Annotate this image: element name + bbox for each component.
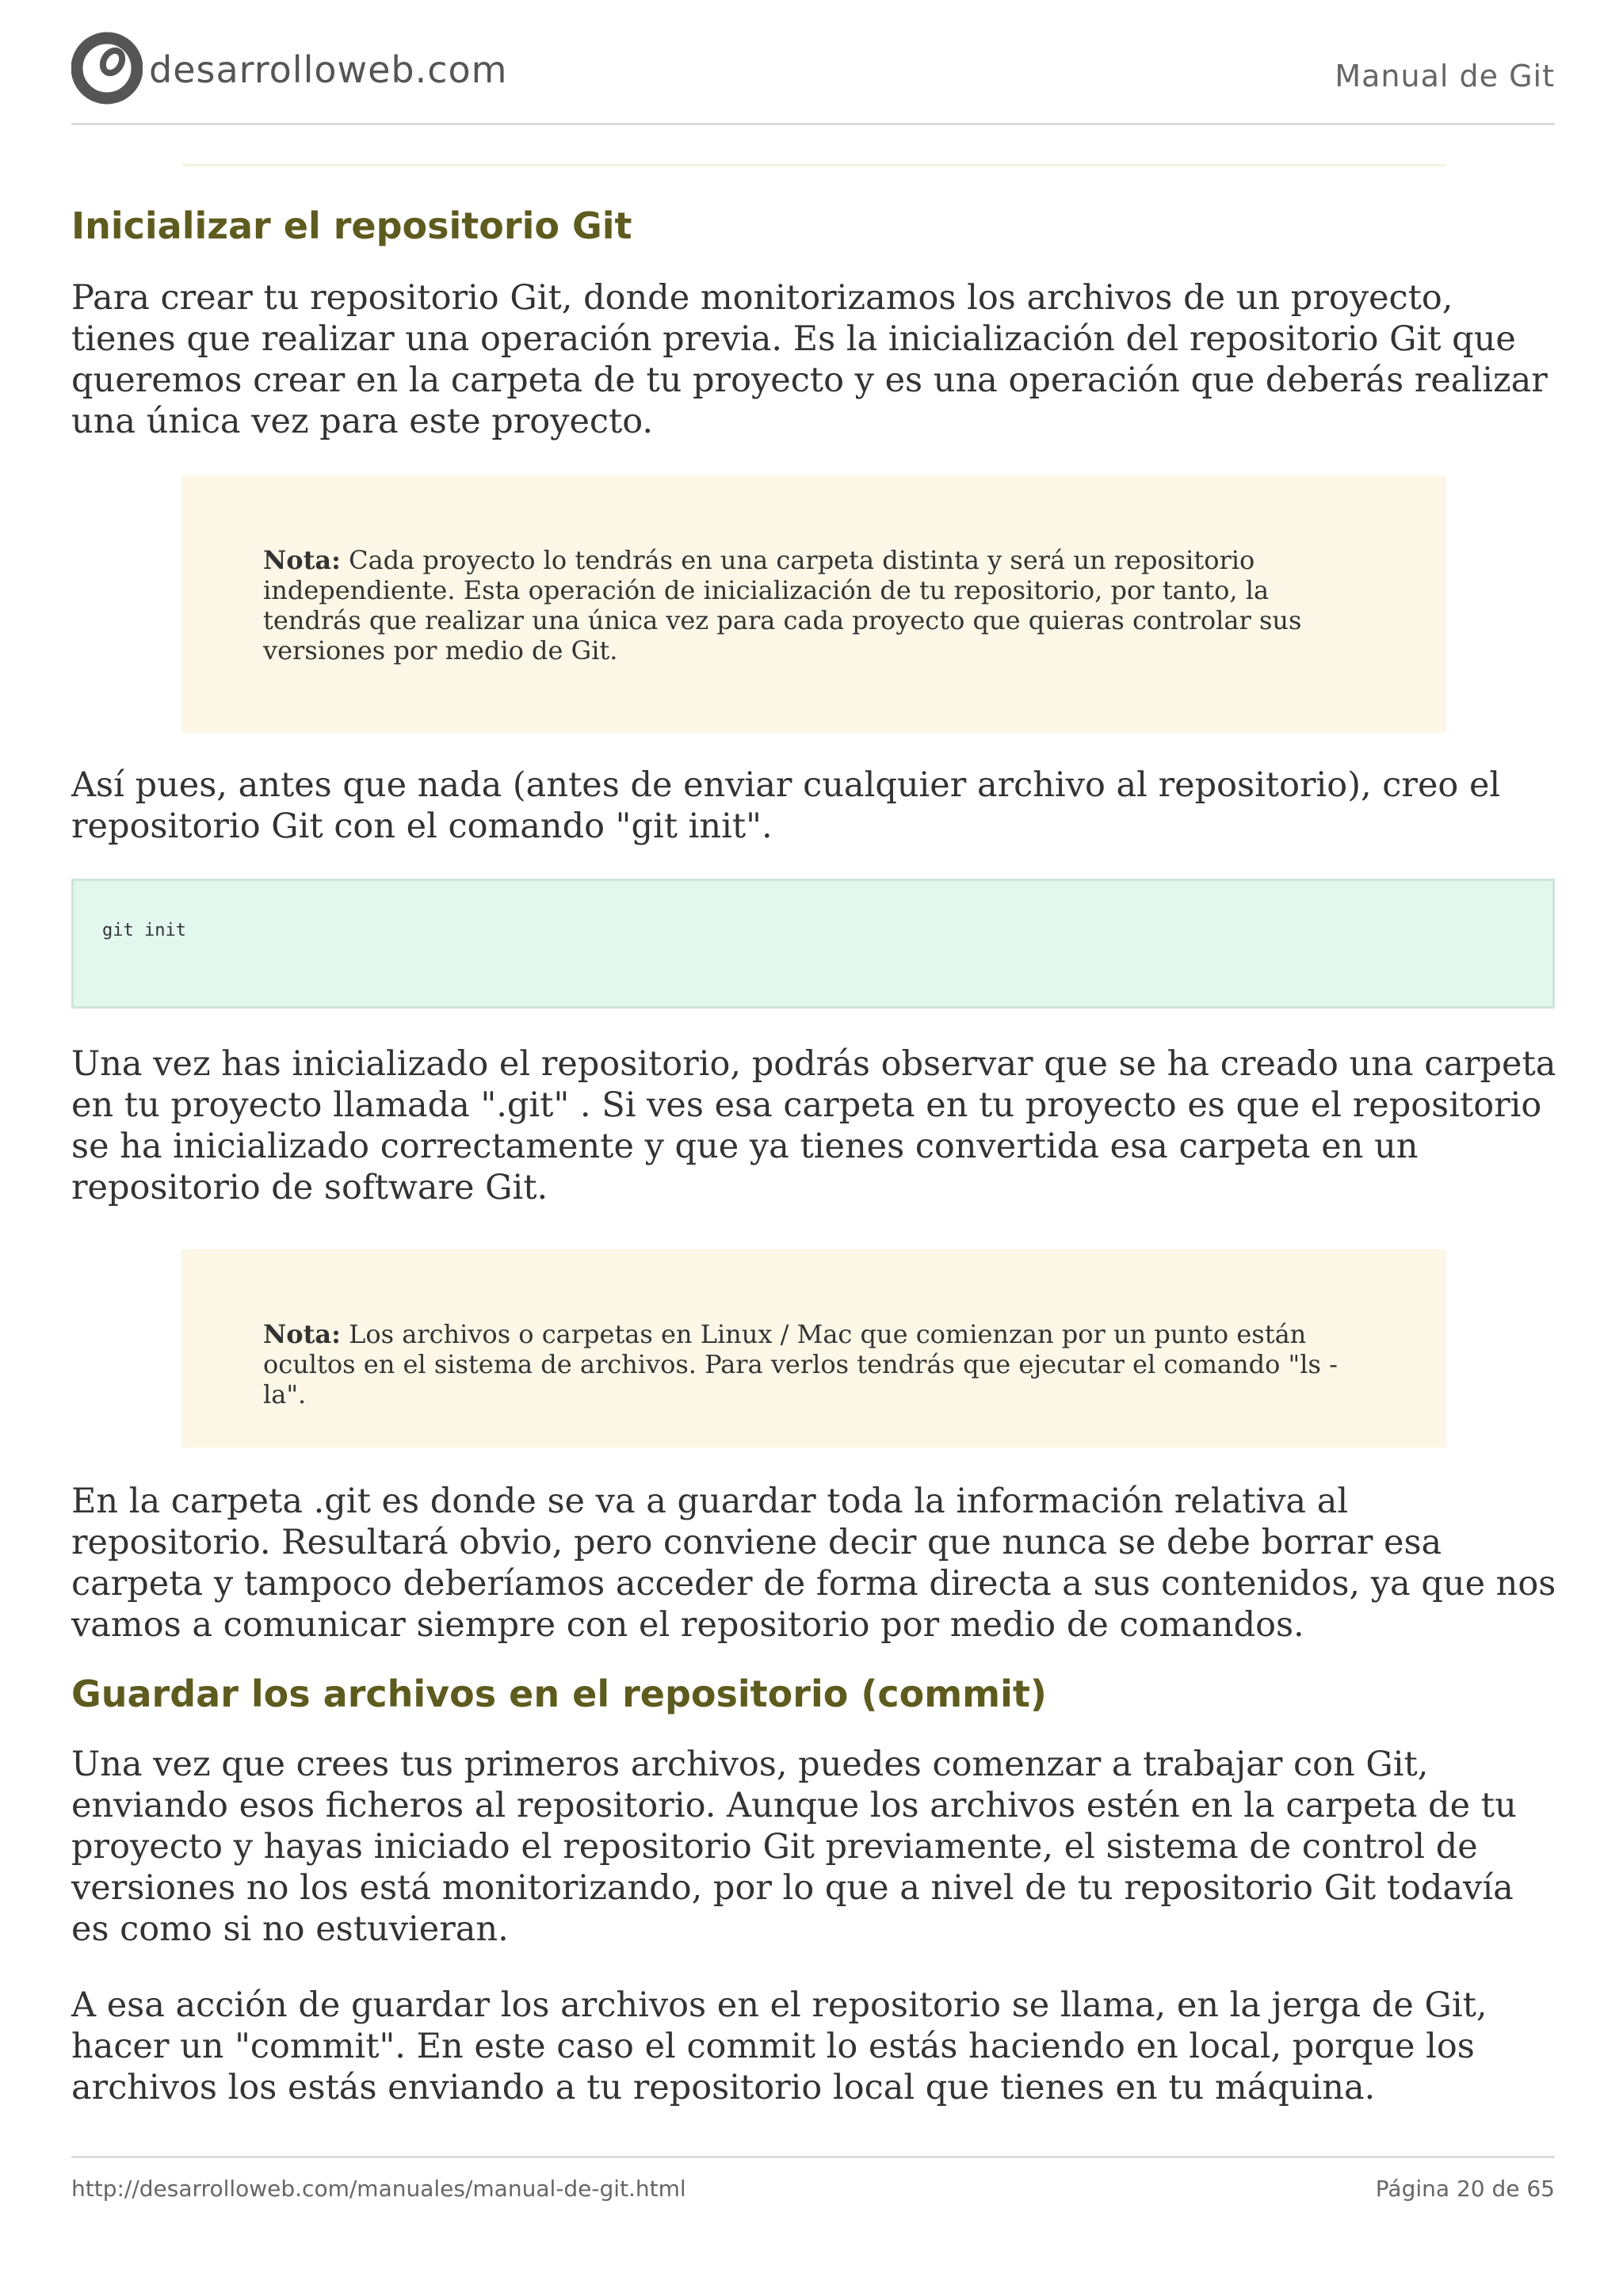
- note-text: [181, 1319, 1446, 1409]
- page-footer: [71, 2156, 1555, 2206]
- note-text: [181, 545, 1446, 666]
- note-body: Cada proyecto lo tendrás en una carpeta distinta y será un repositorio independiente. Esta operación de inicialización de tu repositorio, por tanto, la tendrás que realizar una única vez para cada proyecto que quieras controlar sus versiones por medio de Git.: [263, 545, 1302, 666]
- paragraph: En la carpeta .git es donde se va a guardar toda la información relativa al repositorio. Resultará obvio, pero conviene decir que nunca se debe borrar esa carpeta y tampoco deberíamos acceder de forma directa a sus contenidos, ya que nos vamos a comunicar siempre con el repositorio por medio de comandos.: [71, 1482, 1556, 1645]
- section-heading-init: Inicializar el repositorio Git: [71, 204, 632, 247]
- logo-icon: [71, 29, 143, 105]
- note-label: Nota:: [263, 545, 341, 575]
- note-box: [181, 475, 1446, 733]
- decorative-divider: [182, 164, 1446, 166]
- code-text: git init: [102, 921, 186, 940]
- site-logo: [71, 27, 508, 106]
- paragraph: Así pues, antes que nada (antes de enviar cualquier archivo al repositorio), creo el repositorio Git con el comando "git init".: [71, 765, 1501, 846]
- section-heading-commit: Guardar los archivos en el repositorio (commit): [71, 1672, 1047, 1715]
- note-box: [181, 1249, 1446, 1447]
- logo-text: desarrolloweb.com: [149, 48, 508, 91]
- paragraph: A esa acción de guardar los archivos en el repositorio se llama, en la jerga de Git, hacer un "commit". En este caso el commit lo estás haciendo en local, porque los archivos los estás enviando a tu repositorio local que tienes en tu máquina.: [71, 1985, 1487, 2107]
- paragraph: Una vez que crees tus primeros archivos, puedes comenzar a trabajar con Git, enviando esos ficheros al repositorio. Aunque los archivos estén en la carpeta de tu proyecto y hayas iniciado el repositorio Git previamente, el sistema de control de versiones no los está monitorizando, por lo que a nivel de tu repositorio Git todavía es como si no estuvieran.: [71, 1745, 1517, 1949]
- code-block: [71, 879, 1555, 1009]
- page-content: [71, 198, 1557, 2108]
- note-label: Nota:: [263, 1319, 341, 1349]
- manual-title: Manual de Git: [1335, 59, 1555, 93]
- page-header: [71, 24, 1555, 125]
- footer-url: http://desarrolloweb.com/manuales/manual-de-git.html: [71, 2176, 686, 2202]
- page-number: Página 20 de 65: [1375, 2176, 1555, 2202]
- paragraph: Una vez has inicializado el repositorio, podrás observar que se ha creado una carpeta en tu proyecto llamada ".git" . Si ves esa carpeta en tu proyecto es que el repositorio se ha inicializado correctamente y que ya tienes convertida esa carpeta en un repositorio de software Git.: [71, 1044, 1556, 1207]
- note-body: Los archivos o carpetas en Linux / Mac que comienzan por un punto están ocultos en el sistema de archivos. Para verlos tendrás que ejecutar el comando "ls -la".: [263, 1319, 1338, 1409]
- paragraph: Para crear tu repositorio Git, donde monitorizamos los archivos de un proyecto, tienes que realizar una operación previa. Es la inicialización del repositorio Git que queremos crear en la carpeta de tu proyecto y es una operación que deberás realizar una única vez para este proyecto.: [71, 278, 1548, 441]
